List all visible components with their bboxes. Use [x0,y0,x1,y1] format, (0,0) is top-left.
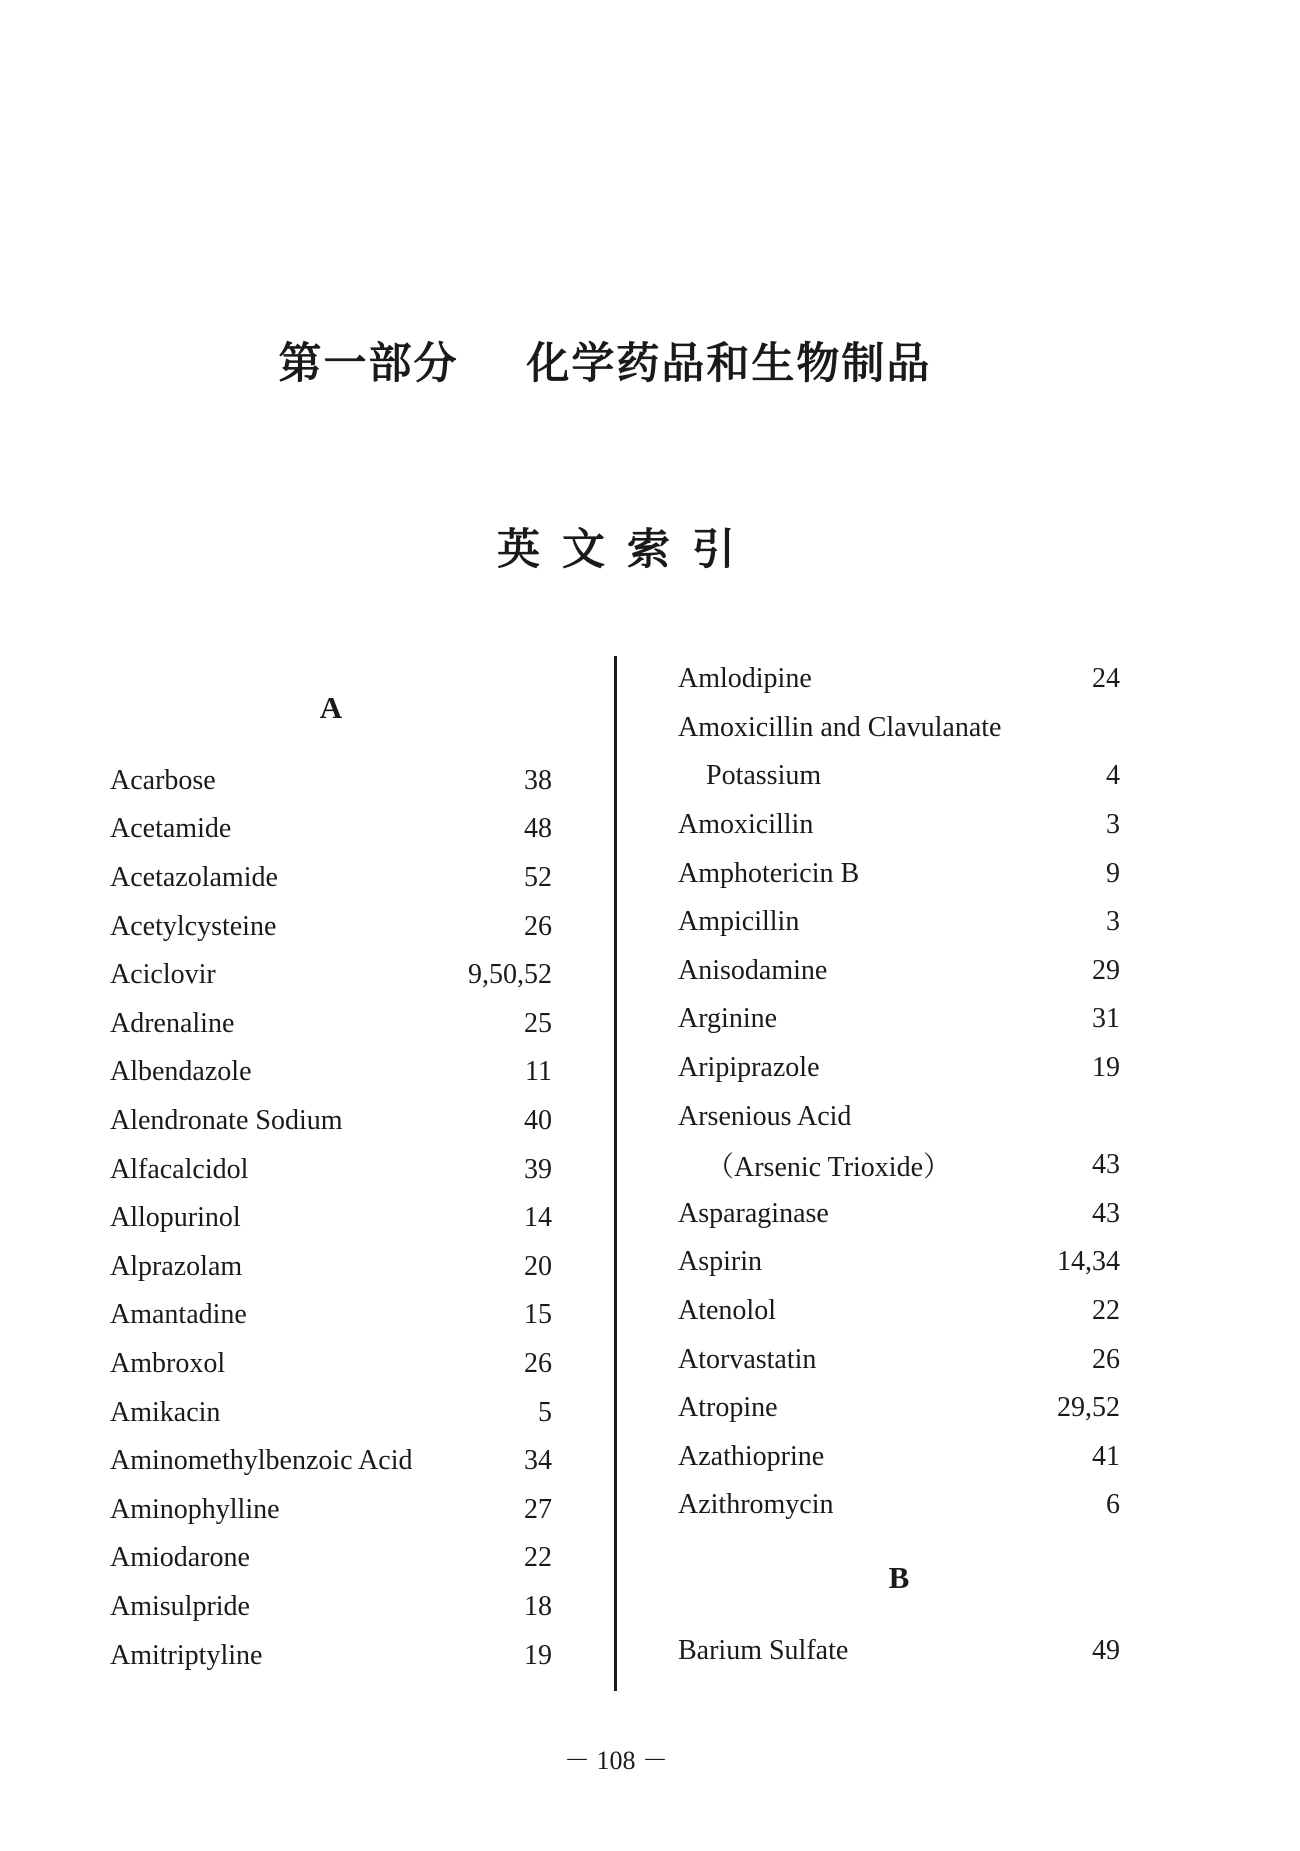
right-entry-list-b [678,1626,1120,1675]
entry-name: Azathioprine [678,1440,825,1472]
entry-name: Aspirin [678,1246,762,1278]
index-entry [678,1044,1120,1093]
entry-page-ref: 39 [524,1153,552,1185]
entry-name: Amitriptyline [110,1639,263,1671]
entry-page-ref: 43 [1092,1149,1120,1181]
entry-page-ref: 43 [1092,1197,1120,1229]
entry-name: Amlodipine [678,663,812,695]
left-entry-list [110,757,552,1680]
right-entry-list-a [678,655,1120,1530]
index-entry [678,1481,1120,1530]
index-entry [110,1291,552,1340]
entry-name: （Arsenic Trioxide） [706,1152,952,1184]
index-entry [678,1238,1120,1287]
index-entry [678,1433,1120,1482]
entry-name: Alfacalcidol [110,1153,249,1185]
entry-name: Albendazole [110,1056,252,1088]
entry-page-ref: 25 [524,1007,552,1039]
entry-page-ref: 9 [1106,857,1120,889]
entry-page-ref: 26 [524,910,552,942]
entry-page-ref: 52 [524,862,552,894]
entry-name: Aciclovir [110,959,216,991]
entry-page-ref: 38 [524,764,552,796]
entry-name: Ambroxol [110,1348,226,1380]
entry-name: Alendronate Sodium [110,1105,343,1137]
entry-name: Potassium [706,760,822,792]
entry-page-ref: 3 [1106,906,1120,938]
entry-page-ref: 15 [524,1299,552,1331]
entry-page-ref: 29 [1092,954,1120,986]
index-entry [110,951,552,1000]
part-title: 第一部分 化学药品和生物制品 [278,339,932,389]
index-entry [110,1583,552,1632]
entry-name: Arsenious Acid [678,1100,852,1132]
index-column-right [678,655,1120,1675]
entry-name: Azithromycin [678,1489,834,1521]
entry-name: Aripiprazole [678,1052,820,1084]
entry-name: Anisodamine [678,954,828,986]
entry-name: Amoxicillin and Clavulanate [678,711,1002,743]
section-letter-a: A [319,690,343,725]
entry-name: Acarbose [110,764,216,796]
index-column-left [110,655,552,1680]
index-entry [110,757,552,806]
index-entry [678,655,1120,704]
entry-page-ref: 40 [524,1105,552,1137]
entry-name: Aminomethylbenzoic Acid [110,1445,413,1477]
entry-name: Barium Sulfate [678,1634,849,1666]
entry-name: Arginine [678,1003,778,1035]
entry-page-ref: 9,50,52 [468,959,552,991]
entry-page-ref: 27 [524,1493,552,1525]
entry-page-ref: 41 [1092,1440,1120,1472]
index-entry [678,995,1120,1044]
entry-page-ref: 48 [524,813,552,845]
index-entry [678,752,1120,801]
entry-page-ref: 11 [525,1056,552,1088]
entry-page-ref: 20 [524,1250,552,1282]
entry-name: Atenolol [678,1295,776,1327]
index-title: 英文索引 [497,525,757,575]
entry-page-ref: 49 [1092,1634,1120,1666]
entry-page-ref: 14,34 [1057,1246,1120,1278]
entry-name: Amisulpride [110,1590,250,1622]
entry-name: Acetylcysteine [110,910,277,942]
index-entry [110,902,552,951]
entry-page-ref: 18 [524,1590,552,1622]
index-entry [110,1631,552,1680]
entry-name: Amiodarone [110,1542,250,1574]
entry-page-ref: 5 [538,1396,552,1428]
entry-page-ref: 22 [524,1542,552,1574]
index-entry [110,1194,552,1243]
index-entry [678,704,1120,753]
index-entry [678,1384,1120,1433]
index-entry [678,1190,1120,1239]
section-letter-b: B [888,1559,910,1595]
index-entry [110,1048,552,1097]
entry-name: Asparaginase [678,1197,829,1229]
index-entry [110,1486,552,1535]
entry-name: Amantadine [110,1299,247,1331]
entry-page-ref: 24 [1092,663,1120,695]
index-entry [110,854,552,903]
index-entry [678,1287,1120,1336]
index-entry [678,1092,1120,1141]
entry-page-ref: 31 [1092,1003,1120,1035]
entry-page-ref: 3 [1106,809,1120,841]
entry-name: Amoxicillin [678,809,814,841]
entry-page-ref: 22 [1092,1295,1120,1327]
index-entry [110,1340,552,1389]
entry-name: Amphotericin B [678,857,860,889]
entry-name: Allopurinol [110,1202,241,1234]
entry-name: Acetamide [110,813,232,845]
entry-page-ref: 4 [1106,760,1120,792]
entry-name: Ampicillin [678,906,800,938]
index-entry [110,1000,552,1049]
index-entry [110,1388,552,1437]
index-entry [110,1437,552,1486]
index-entry [110,1145,552,1194]
entry-name: Aminophylline [110,1493,280,1525]
entry-page-ref: 14 [524,1202,552,1234]
index-entry [110,1243,552,1292]
index-entry [678,947,1120,996]
entry-page-ref: 26 [1092,1343,1120,1375]
index-entry [678,801,1120,850]
entry-page-ref: 6 [1106,1489,1120,1521]
entry-name: Atropine [678,1392,778,1424]
index-entry [678,898,1120,947]
index-entry [678,849,1120,898]
index-entry [678,1141,1120,1190]
entry-page-ref: 19 [524,1639,552,1671]
entry-page-ref: 29,52 [1057,1392,1120,1424]
entry-name: Atorvastatin [678,1343,817,1375]
entry-name: Acetazolamide [110,862,278,894]
index-entry [110,1097,552,1146]
entry-name: Alprazolam [110,1250,243,1282]
entry-page-ref: 26 [524,1348,552,1380]
page-number: － 108 － [563,1746,668,1775]
entry-page-ref: 34 [524,1445,552,1477]
entry-name: Adrenaline [110,1007,235,1039]
index-entry [110,1534,552,1583]
index-entry [110,805,552,854]
column-divider [614,656,617,1691]
entry-page-ref: 19 [1092,1052,1120,1084]
index-entry [678,1626,1120,1675]
entry-name: Amikacin [110,1396,221,1428]
index-entry [678,1335,1120,1384]
